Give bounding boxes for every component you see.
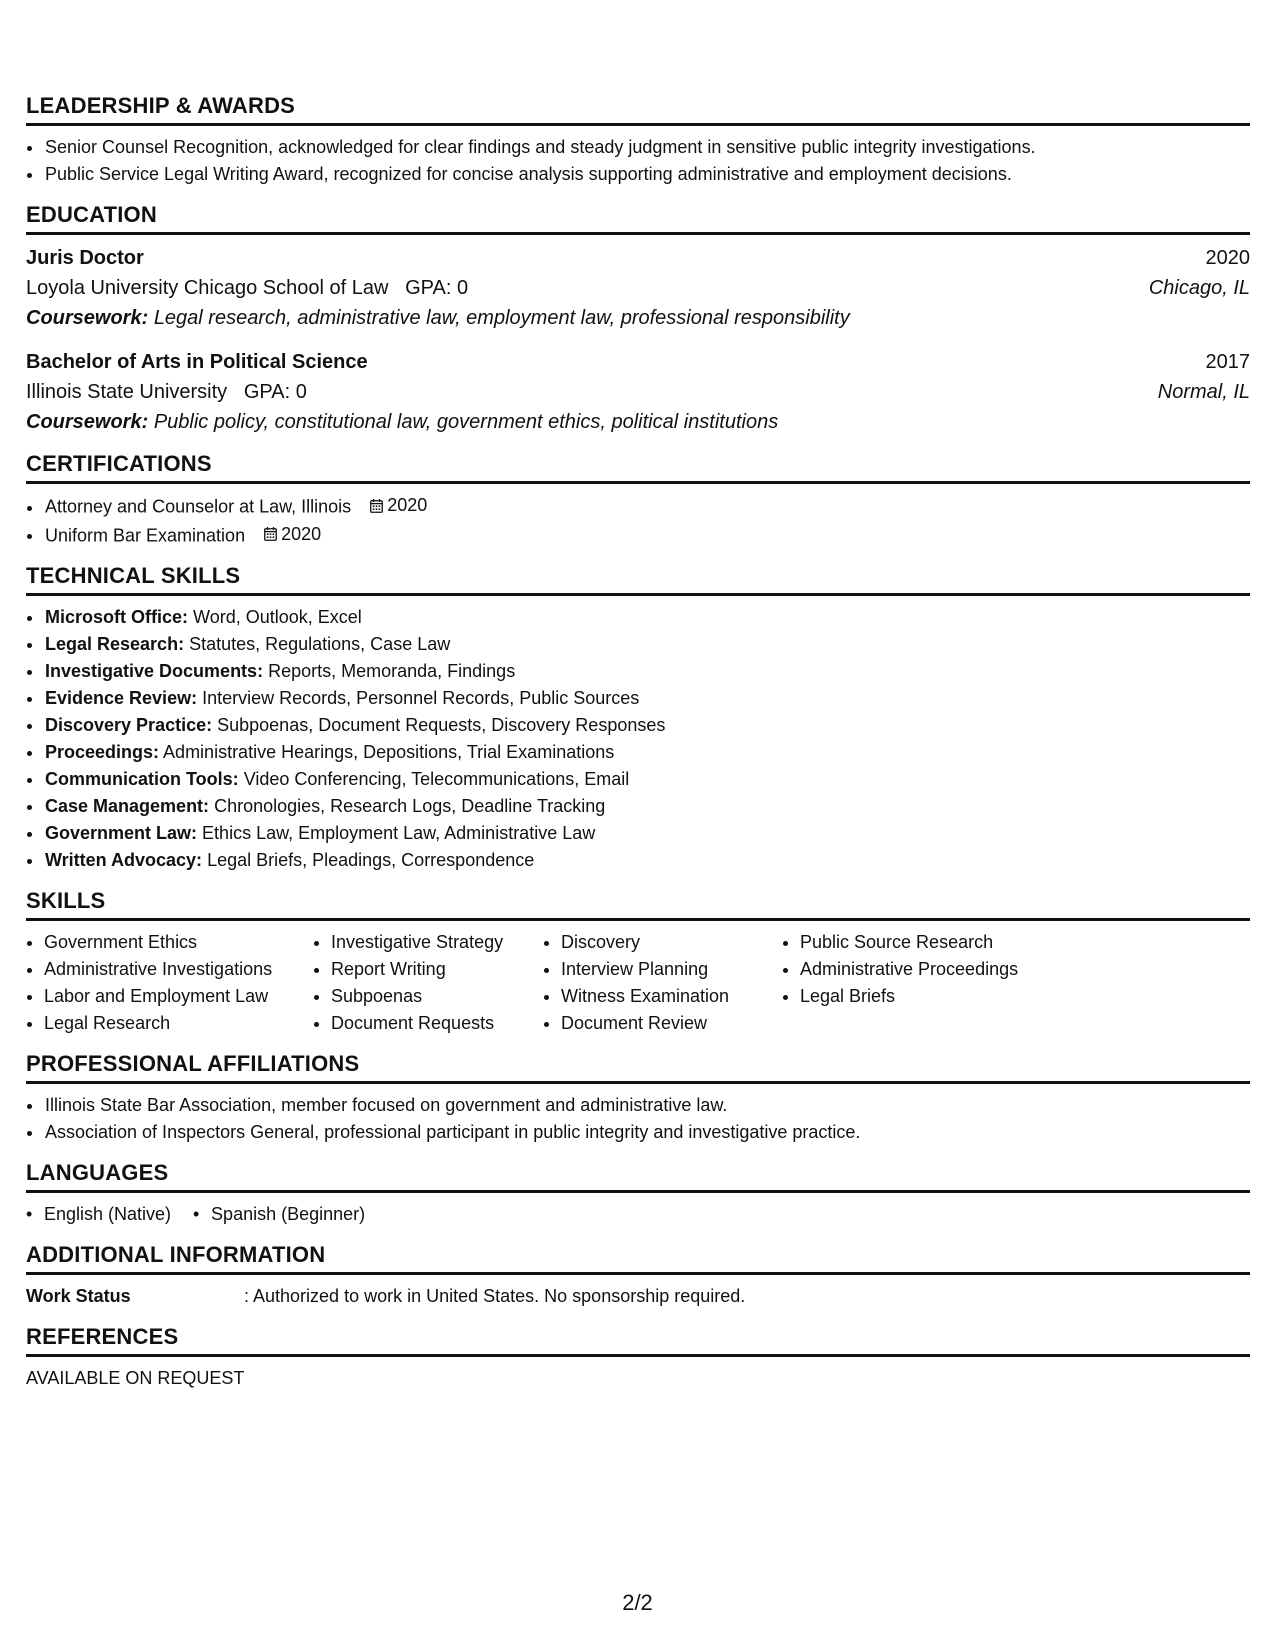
skill-category: Microsoft Office:: [45, 607, 189, 627]
list-item: [44, 604, 1250, 631]
school-location: Normal, IL: [1157, 381, 1250, 403]
list-item: • Report Writing: [331, 956, 543, 983]
skill-values: Reports, Memoranda, Findings: [268, 661, 516, 681]
list-item: • Labor and Employment Law: [44, 983, 313, 1010]
skill-category: Government Law:: [45, 823, 198, 843]
list-item: • Witness Examination: [561, 983, 782, 1010]
additional-info-section: [26, 1242, 1250, 1310]
references-text: AVAILABLE ON REQUEST: [26, 1368, 245, 1388]
calendar-icon: [370, 499, 383, 513]
education-entry: [26, 347, 1250, 437]
skill-values: Subpoenas, Document Requests, Discovery Responses: [217, 715, 666, 735]
skills-column: [543, 929, 782, 1037]
skill-values: Legal Briefs, Pleadings, Correspondence: [207, 850, 535, 870]
list-item: • Subpoenas: [331, 983, 543, 1010]
work-status-row: [26, 1283, 1250, 1310]
section-title-education: EDUCATION: [26, 202, 1250, 235]
graduation-year: 2017: [1205, 351, 1250, 373]
page-number: 2/2: [622, 1590, 653, 1615]
skill-category: Discovery Practice:: [45, 715, 213, 735]
skills-grid: [26, 929, 1250, 1037]
skill-category: Legal Research:: [45, 634, 185, 654]
skill-category: Communication Tools:: [45, 769, 239, 789]
languages-section: [26, 1160, 1250, 1228]
list-item: [44, 658, 1250, 685]
coursework-text: Public policy, constitutional law, government ethics, political institutions: [153, 411, 779, 433]
certification-date: 2020: [281, 523, 322, 544]
skill-values: Interview Records, Personnel Records, Public Sources: [202, 688, 640, 708]
skill-category: Evidence Review:: [45, 688, 198, 708]
list-item: • Public Source Research: [800, 929, 1120, 956]
certifications-list: [26, 492, 1250, 549]
list-item: • Administrative Proceedings: [800, 956, 1120, 983]
section-title-additional-info: ADDITIONAL INFORMATION: [26, 1242, 1250, 1275]
coursework-text: Legal research, administrative law, employment law, professional responsibility: [153, 307, 850, 329]
education-entry: [26, 243, 1250, 333]
list-item: • Investigative Strategy: [331, 929, 543, 956]
section-title-affiliations: PROFESSIONAL AFFILIATIONS: [26, 1051, 1250, 1084]
skill-category: Investigative Documents:: [45, 661, 264, 681]
education-section: [26, 202, 1250, 437]
list-item: [44, 521, 1250, 550]
skills-section: [26, 888, 1250, 1037]
skill-values: Chronologies, Research Logs, Deadline Tracking: [214, 796, 606, 816]
resume-page: [26, 93, 1250, 1406]
work-status-value: : Authorized to work in United States. No sponsorship required.: [244, 1286, 746, 1306]
section-title-technical-skills: TECHNICAL SKILLS: [26, 563, 1250, 596]
languages-list: [26, 1201, 1250, 1228]
gpa: GPA: 0: [243, 381, 307, 403]
list-item: • Association of Inspectors General, professional participant in public integrity and investigative practice.: [44, 1119, 1250, 1146]
leadership-list: [26, 134, 1250, 188]
list-item: • Document Review: [561, 1010, 782, 1037]
skills-column: [313, 929, 543, 1037]
skills-column: [26, 929, 313, 1037]
affiliations-section: [26, 1051, 1250, 1146]
list-item: • Document Requests: [331, 1010, 543, 1037]
coursework-label: Coursework:: [26, 411, 149, 433]
skill-values: Statutes, Regulations, Case Law: [189, 634, 451, 654]
affiliations-list: [26, 1092, 1250, 1146]
list-item: [44, 739, 1250, 766]
references-section: [26, 1324, 1250, 1392]
skills-column: [782, 929, 1120, 1037]
school-name: Loyola University Chicago School of Law: [26, 277, 389, 299]
list-item: • Government Ethics: [44, 929, 313, 956]
list-item: [44, 847, 1250, 874]
section-title-certifications: CERTIFICATIONS: [26, 451, 1250, 484]
technical-skills-list: [26, 604, 1250, 874]
graduation-year: 2020: [1205, 247, 1250, 269]
certification-date: 2020: [387, 495, 428, 515]
section-title-leadership: LEADERSHIP & AWARDS: [26, 93, 1250, 126]
list-item: • Administrative Investigations: [44, 956, 313, 983]
school-name: Illinois State University: [26, 381, 228, 403]
skill-values: Word, Outlook, Excel: [193, 607, 362, 627]
school-location: Chicago, IL: [1148, 277, 1250, 299]
list-item: • Interview Planning: [561, 956, 782, 983]
coursework: [26, 303, 1250, 333]
certifications-section: [26, 451, 1250, 549]
skill-category: Proceedings:: [45, 742, 160, 762]
list-item: • Illinois State Bar Association, member focused on government and administrative law.: [44, 1092, 1250, 1119]
list-item: [44, 793, 1250, 820]
skill-values: Video Conferencing, Telecommunications, Email: [243, 769, 630, 789]
coursework: [26, 407, 1250, 437]
list-item: • Legal Briefs: [800, 983, 1120, 1010]
list-item: • English (Native): [26, 1201, 171, 1228]
list-item: [44, 820, 1250, 847]
list-item: • Senior Counsel Recognition, acknowledged for clear findings and steady judgment in sensitive public integrity investigations.: [44, 134, 1250, 161]
skill-values: Ethics Law, Employment Law, Administrative Law: [202, 823, 596, 843]
degree: Bachelor of Arts in Political Science: [26, 351, 368, 373]
skill-category: Case Management:: [45, 796, 210, 816]
list-item: [44, 712, 1250, 739]
skill-category: Written Advocacy:: [45, 850, 203, 870]
list-item: • Discovery: [561, 929, 782, 956]
section-title-references: REFERENCES: [26, 1324, 1250, 1357]
list-item: • Public Service Legal Writing Award, recognized for concise analysis supporting administrative and employment decisions.: [44, 161, 1250, 188]
list-item: [44, 631, 1250, 658]
list-item: [44, 766, 1250, 793]
list-item: • Spanish (Beginner): [193, 1201, 365, 1228]
work-status-label: Work Status: [26, 1286, 131, 1306]
calendar-icon: [264, 527, 277, 541]
technical-skills-section: [26, 563, 1250, 874]
certification-name: Uniform Bar Examination: [45, 525, 246, 545]
section-title-languages: LANGUAGES: [26, 1160, 1250, 1193]
list-item: [44, 685, 1250, 712]
gpa: GPA: 0: [405, 277, 469, 299]
list-item: • Legal Research: [44, 1010, 313, 1037]
coursework-label: Coursework:: [26, 307, 149, 329]
degree: Juris Doctor: [26, 247, 144, 269]
skill-values: Administrative Hearings, Depositions, Trial Examinations: [163, 742, 615, 762]
list-item: [44, 492, 1250, 521]
certification-name: Attorney and Counselor at Law, Illinois: [45, 496, 352, 517]
leadership-section: [26, 93, 1250, 188]
section-title-skills: SKILLS: [26, 888, 1250, 921]
